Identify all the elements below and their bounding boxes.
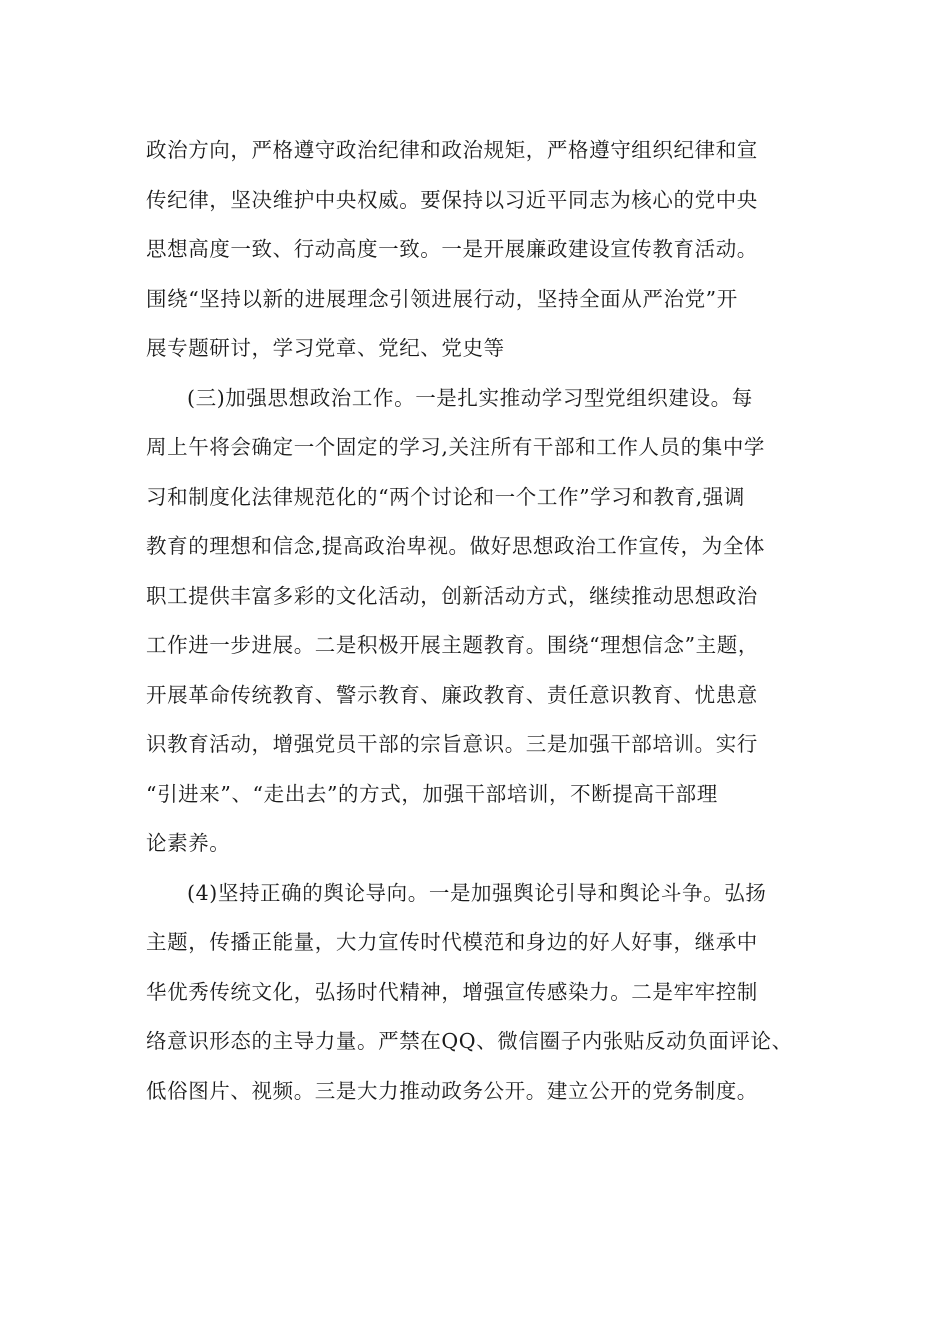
text-line: “引进来”、“走出去”的方式，加强干部培训，不断提高干部理 [146,781,718,806]
paragraph-1 [146,126,826,374]
text-line: 低俗图片、视频。三是大力推动政务公开。建立公开的党务制度。 [146,1078,758,1103]
text-line: 络意识形态的主导力量。严禁在QQ、微信圈子内张贴反动负面评论、 [146,1029,793,1053]
text-line: 思想高度一致、行动高度一致。一是开展廉政建设宣传教育活动。 [146,237,758,261]
paragraph-2 [146,374,826,869]
text-line: 工作进一步进展。二是积极开展主题教育。围绕“理想信念”主题， [146,633,759,657]
text-line: 开展革命传统教育、警示教育、廉政教育、责任意识教育、忧患意 [146,682,758,707]
text-line: 论素养。 [146,831,231,855]
text-line: 围绕“坚持以新的进展理念引领进展行动，坚持全面从严治党”开 [146,286,738,311]
document-body [146,126,826,1116]
text-line: 周上午将会确定一个固定的学习,关注所有干部和工作人员的集中学 [146,435,766,459]
text-line: 习和制度化法律规范化的“两个讨论和一个工作”学习和教育,强调 [146,484,745,509]
text-line: (4)坚持正确的舆论导向。一是加强舆论引导和舆论斗争。弘扬 [187,880,767,905]
text-line: 政治方向，严格遵守政治纪律和政治规矩，严格遵守组织纪律和宣 [146,138,758,162]
text-line: 展专题研讨，学习党章、党纪、党史等 [146,336,505,360]
text-line: 职工提供丰富多彩的文化活动，创新活动方式，继续推动思想政治 [146,583,758,608]
text-line: (三)加强思想政治工作。一是扎实推动学习型党组织建设。每 [187,385,753,410]
text-line: 识教育活动，增强党员干部的宗旨意识。三是加强干部培训。实行 [146,732,758,756]
paragraph-3 [146,869,826,1117]
text-line: 传纪律，坚决维护中央权威。要保持以习近平同志为核心的党中央 [146,187,758,212]
text-line: 教育的理想和信念,提高政治卑视。做好思想政治工作宣传，为全体 [146,534,766,558]
text-line: 华优秀传统文化，弘扬时代精神，增强宣传感染力。二是牢牢控制 [146,979,758,1004]
text-line: 主题，传播正能量，大力宣传时代模范和身边的好人好事，继承中 [146,930,758,954]
